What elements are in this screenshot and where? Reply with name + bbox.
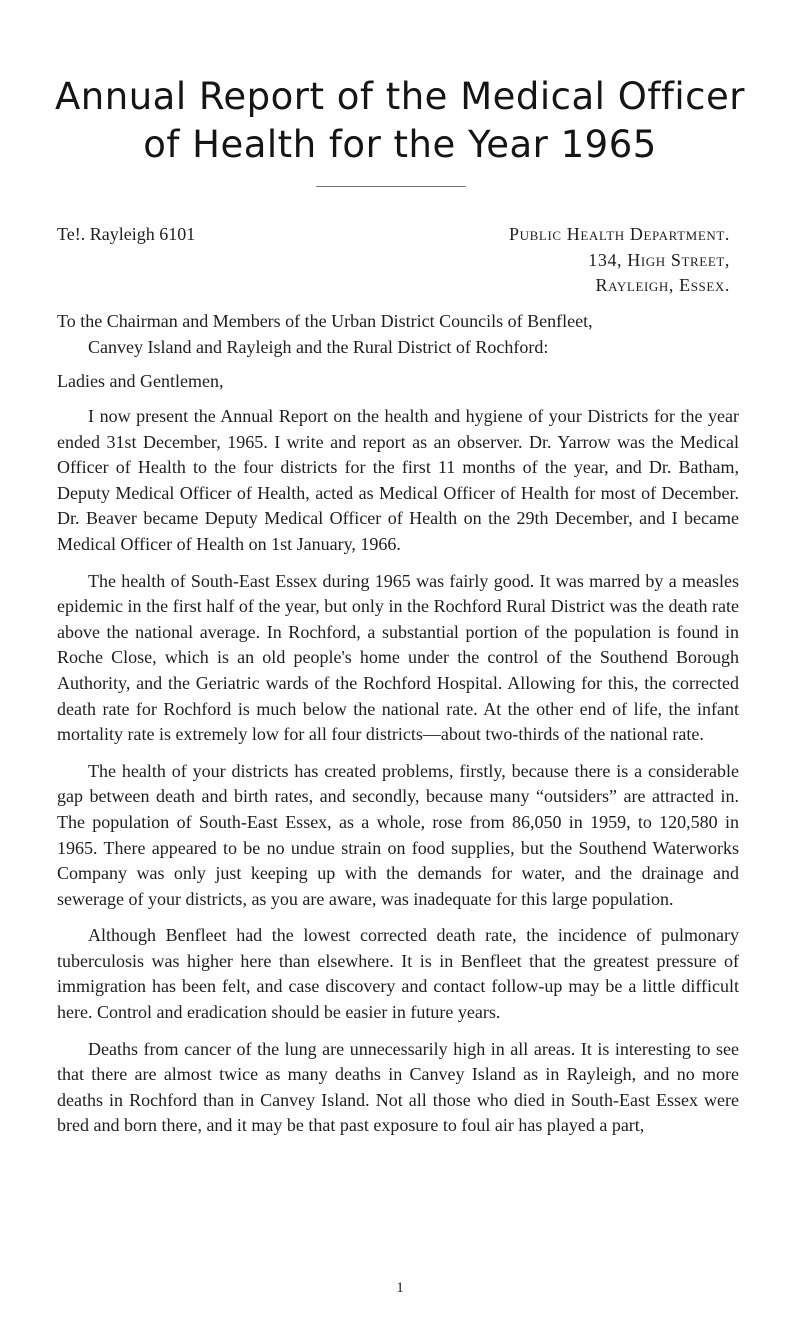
report-title-line-2: of Health for the Year 1965	[143, 123, 657, 166]
addressee-line-1: To the Chairman and Members of the Urban District Councils of Benfleet,	[57, 311, 593, 331]
page-number: 1	[396, 1280, 404, 1296]
paragraph: Deaths from cancer of the lung are unnecessarily high in all areas. It is interesting to see that there are almost twice as many deaths in Canvey Island as in Rayleigh, and no more deaths in Rochford than in Canvey Island. Not all those who died in South-East Essex were bred and born there, and it may be that past exposure to foul air has played a part,	[57, 1038, 739, 1136]
paragraph: I now present the Annual Report on the health and hygiene of your Districts for the year ended 31st December, 1965. I write and report as an observer. Dr. Yarrow was the Medical Officer of Health to the four districts for the first 11 months of the year, and Dr. Batham, Deputy Medical Officer of Health, acted as Medical Officer of Health for most of December. Dr. Beaver became Deputy Medical Officer of Health on the 29th December, and I became Medical Officer of Health on 1st January, 1966.	[57, 406, 739, 554]
report-title-line-1: Annual Report of the Medical Officer	[55, 75, 745, 118]
report-body	[57, 404, 739, 1150]
address-line-town: Rayleigh, Essex.	[595, 275, 730, 295]
telephone-number: Te!. Rayleigh 6101	[57, 224, 196, 244]
paragraph: The health of your districts has created problems, firstly, because there is a considerable gap between death and birth rates, and secondly, because many “outsiders” are attracted in. The population of South-East Essex, as a whole, rose from 86,050 in 1959, to 120,580 in 1965. There appeared to be no undue strain on food supplies, but the Southend Waterworks Company was only just keeping up with the demands for water, and the drainage and sewerage of your districts, as you are aware, was inadequate for this large population.	[57, 760, 739, 909]
paragraph: The health of South-East Essex during 1965 was fairly good. It was marred by a measles epidemic in the first half of the year, but only in the Rochford Rural District was the death rate above the national average. In Rochford, a substantial portion of the population is found in Roche Close, which is an old people's home under the control of the Southend Borough Authority, and the Geriatric wards of the Rochford Hospital. Allowing for this, the corrected death rate for Rochford is much below the national rate. At the other end of life, the infant mortality rate is extremely low for all four districts—about two-thirds of the national rate.	[57, 570, 739, 745]
paragraph: Although Benfleet had the lowest corrected death rate, the incidence of pulmonary tuberculosis was higher here than elsewhere. It is in Benfleet that the greatest pressure of immigration has been felt, and case discovery and contact follow-up may be a little difficult here. Control and eradication should be easier in future years.	[57, 925, 739, 1023]
address-line-department: Public Health Department.	[509, 224, 730, 244]
title-divider	[316, 186, 466, 187]
address-line-street: 134, High Street,	[588, 249, 730, 270]
department-address	[509, 222, 730, 299]
greeting: Ladies and Gentlemen,	[57, 371, 224, 391]
addressee-line-2: Canvey Island and Rayleigh and the Rural District of Rochford:	[88, 336, 549, 357]
addressee-block	[57, 309, 737, 360]
